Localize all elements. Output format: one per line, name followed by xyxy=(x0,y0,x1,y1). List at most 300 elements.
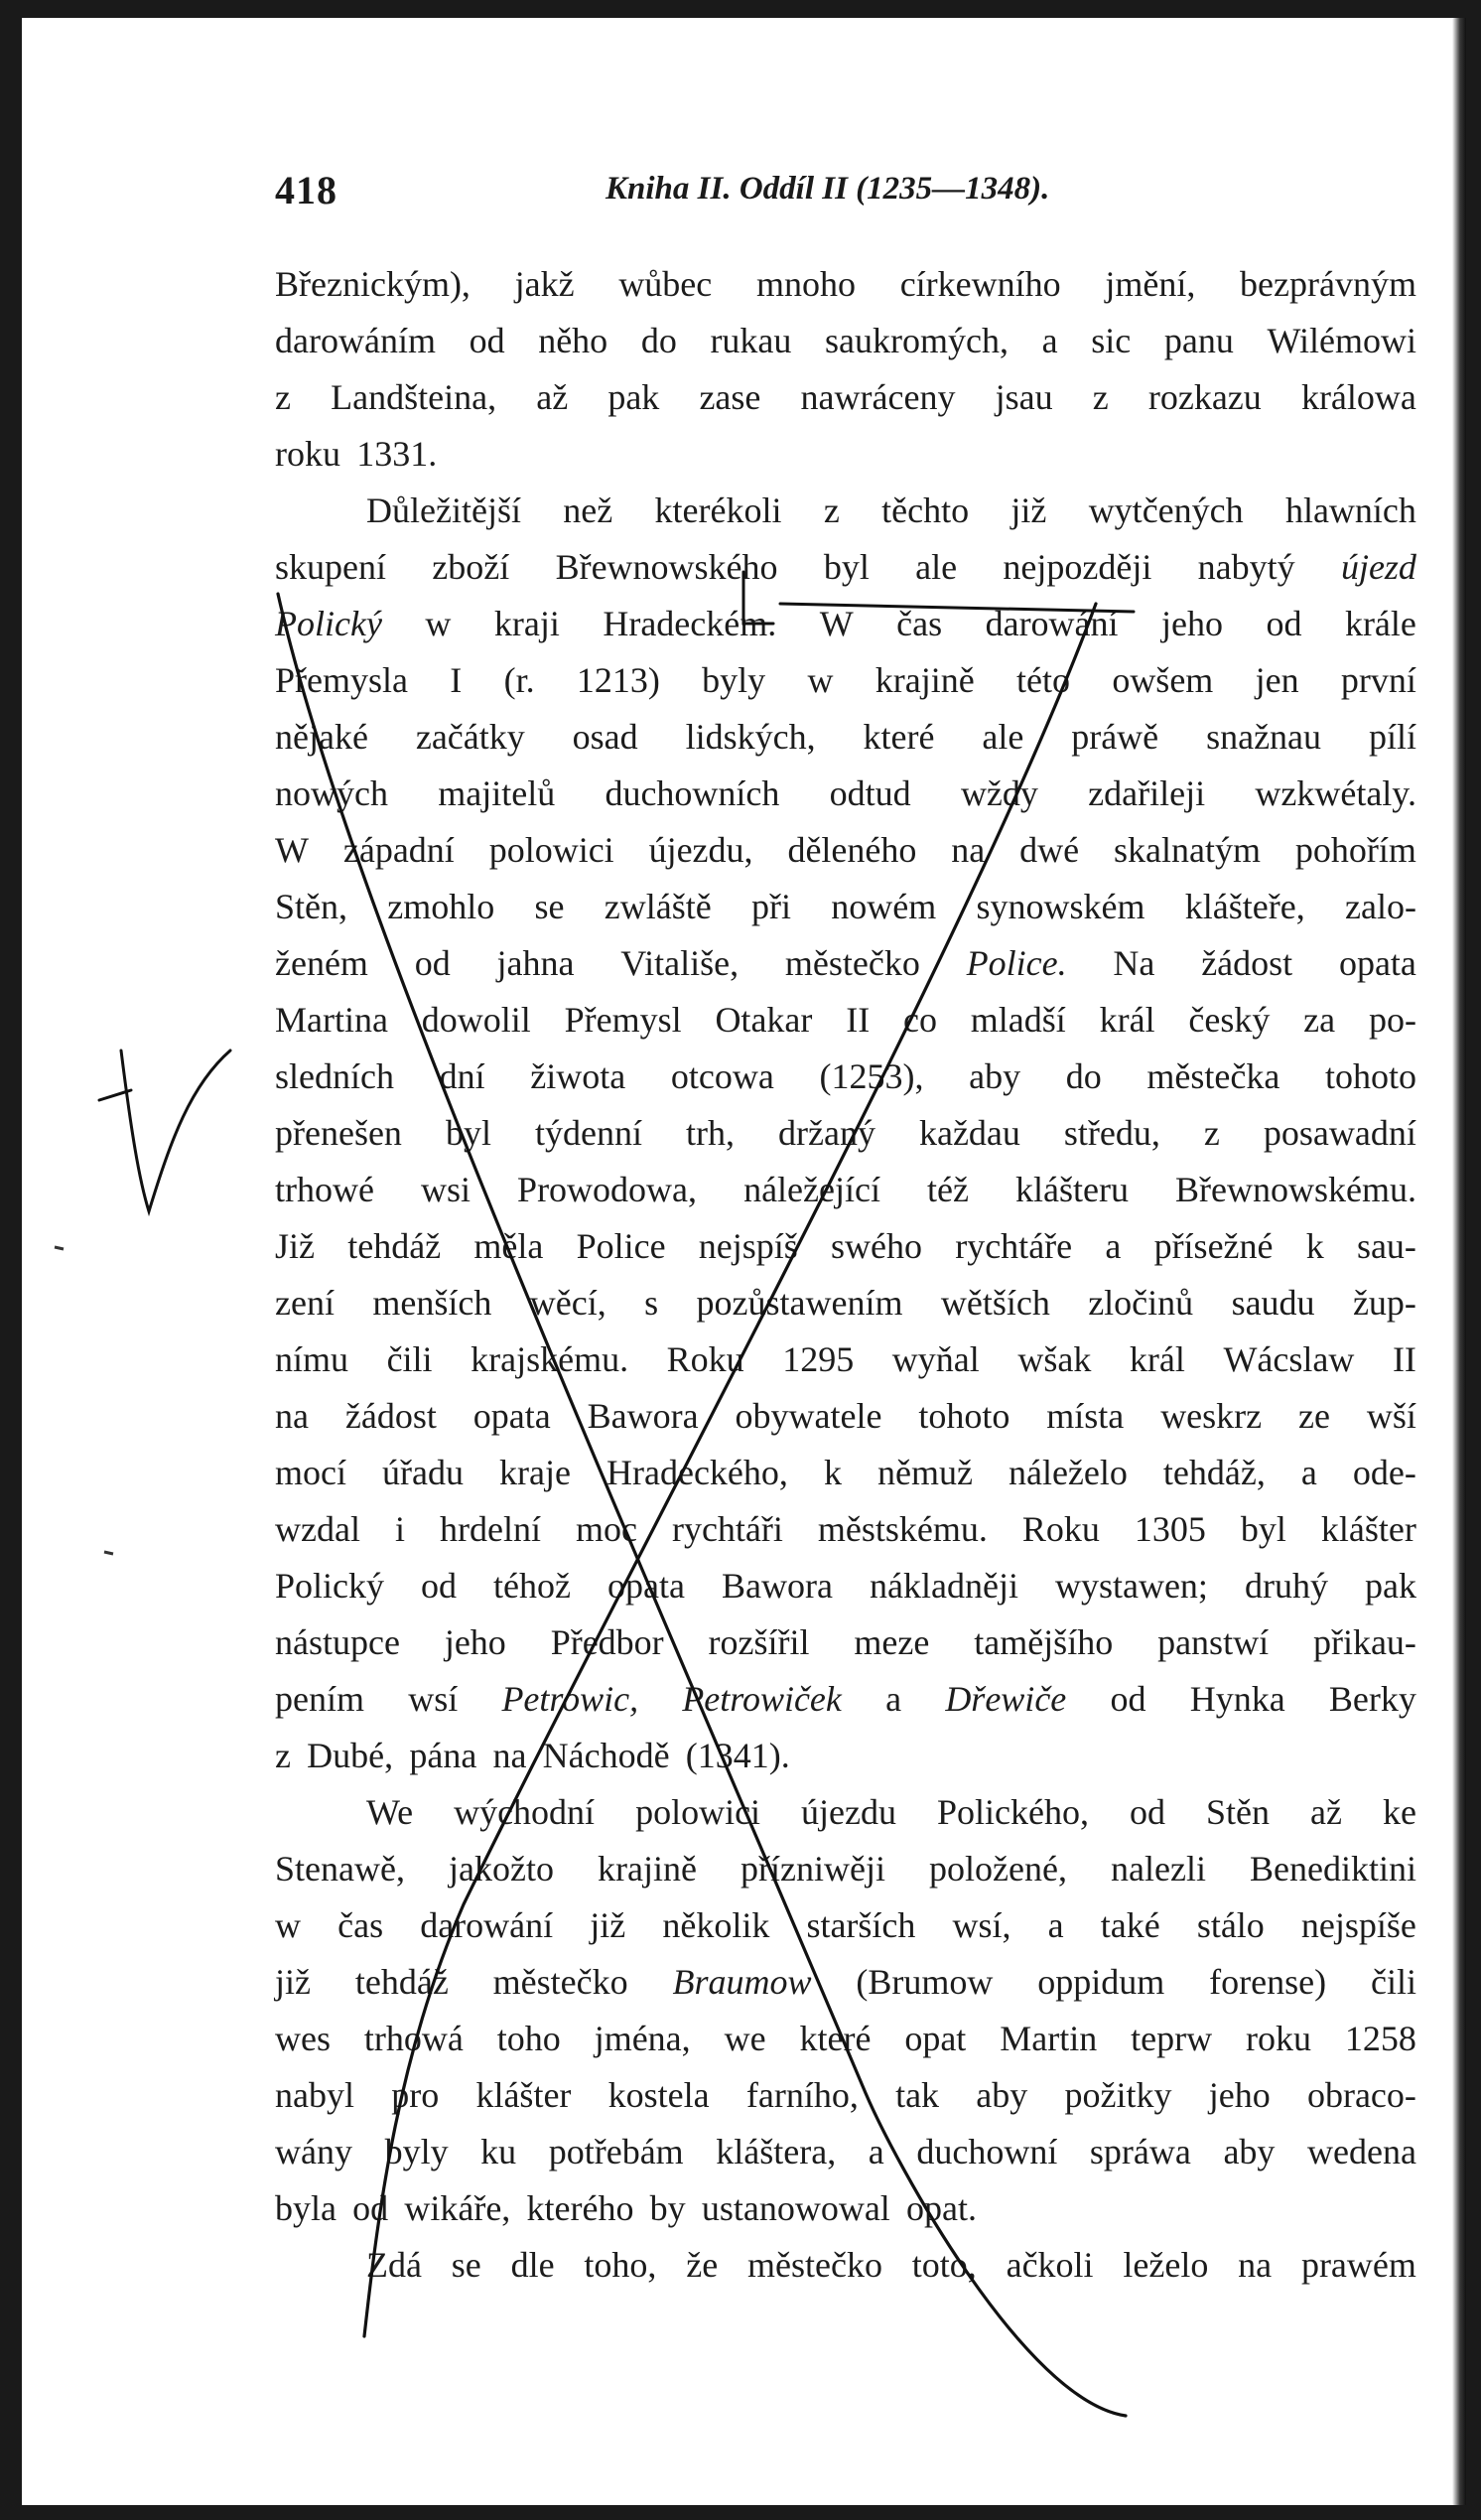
word: osad xyxy=(572,717,638,757)
word: pro xyxy=(391,2075,440,2115)
word: krajskému. xyxy=(471,1339,629,1379)
word: od xyxy=(1110,1679,1146,1719)
word: otcowa xyxy=(670,1056,774,1096)
text-line xyxy=(275,1671,1416,1728)
word: Roku xyxy=(666,1339,744,1379)
word: až xyxy=(536,377,569,417)
word: kterékoli xyxy=(654,490,782,530)
word: pána xyxy=(409,1736,477,1775)
text-line xyxy=(275,483,1416,539)
word: wikáře, xyxy=(404,2188,511,2228)
word: téhož xyxy=(493,1566,572,1606)
word: (1253), xyxy=(819,1056,924,1096)
word: opat xyxy=(904,2019,967,2058)
word: saukromých, xyxy=(825,321,1009,360)
page-number: 418 xyxy=(275,168,337,212)
text-line xyxy=(275,2011,1416,2067)
word: Břewnowskému. xyxy=(1175,1170,1416,1209)
text-line xyxy=(275,822,1416,879)
word: wýchodní xyxy=(454,1792,596,1832)
word: těchto xyxy=(881,490,970,530)
word: byly xyxy=(384,2132,449,2171)
word: darowání xyxy=(420,1905,554,1945)
word: jeho xyxy=(1161,604,1223,643)
word: z xyxy=(275,1736,291,1775)
word: mnoho xyxy=(755,264,856,304)
word: kraji xyxy=(493,604,560,643)
word: a xyxy=(885,1679,902,1719)
word: wůbec xyxy=(618,264,713,304)
page-spine-shadow xyxy=(1452,18,1466,2505)
word: západní xyxy=(342,830,455,870)
word: Předbor xyxy=(550,1622,664,1662)
word: za xyxy=(1303,1000,1336,1040)
word: Vitališe, xyxy=(620,943,740,983)
word: na xyxy=(492,1736,527,1775)
book-page xyxy=(22,18,1466,2505)
word: menších xyxy=(372,1283,492,1323)
word: zalo- xyxy=(1345,887,1416,926)
word: zmohlo xyxy=(387,887,495,926)
word: zločinů xyxy=(1088,1283,1194,1323)
word: Již xyxy=(275,1226,315,1266)
word: roku xyxy=(1245,2019,1311,2058)
word: náleželo xyxy=(1008,1453,1128,1492)
word: z xyxy=(823,490,840,530)
word: čas xyxy=(337,1905,384,1945)
word: wšak xyxy=(1017,1339,1092,1379)
word: nejspíš xyxy=(698,1226,798,1266)
word: Landšteina, xyxy=(331,377,497,417)
word: opat. xyxy=(905,2188,977,2228)
word: nástupce xyxy=(275,1622,400,1662)
word: aby xyxy=(969,1056,1021,1096)
word: duchowní xyxy=(916,2132,1058,2171)
word: Přemysla xyxy=(275,660,408,700)
word: Police. xyxy=(966,943,1067,983)
body-text xyxy=(275,256,1416,2294)
word: weskrz xyxy=(1160,1396,1263,1436)
word: byl xyxy=(1240,1509,1286,1549)
word: wětších xyxy=(940,1283,1050,1323)
text-line xyxy=(275,1388,1416,1445)
text-line xyxy=(275,1784,1416,1841)
word: byly xyxy=(702,660,766,700)
word: zboží xyxy=(432,547,510,587)
word: městskému. xyxy=(817,1509,988,1549)
word: na xyxy=(1238,2245,1273,2285)
word: nějaké xyxy=(275,717,368,757)
word: Březnickým), xyxy=(275,264,471,304)
word: polowici xyxy=(488,830,614,870)
word: saudu xyxy=(1231,1283,1315,1323)
word: W xyxy=(275,830,309,870)
word: sledních xyxy=(275,1056,394,1096)
word: wždy xyxy=(960,773,1038,813)
word: tohoto xyxy=(918,1396,1010,1436)
word: každau xyxy=(918,1113,1020,1153)
word: byl xyxy=(823,547,870,587)
word: čili xyxy=(386,1339,433,1379)
text-line xyxy=(275,313,1416,369)
word: než xyxy=(563,490,613,530)
word: králowa xyxy=(1300,377,1416,417)
word: moc xyxy=(575,1509,637,1549)
word: trhowá xyxy=(363,2019,464,2058)
word: náležející xyxy=(743,1170,880,1209)
word: mocí xyxy=(275,1453,346,1492)
word: Police xyxy=(576,1226,666,1266)
word: král xyxy=(1129,1339,1185,1379)
word: dwé xyxy=(1019,830,1080,870)
word: přenešen xyxy=(275,1113,402,1153)
word: klášter xyxy=(1320,1509,1416,1549)
word: tehdáž xyxy=(347,1226,442,1266)
word: první xyxy=(1340,660,1416,700)
word: meze xyxy=(854,1622,930,1662)
word: do xyxy=(1065,1056,1102,1096)
word: místa xyxy=(1046,1396,1125,1436)
word: které xyxy=(799,2019,872,2058)
word: Důležitější xyxy=(366,490,521,530)
word: práwě xyxy=(1071,717,1159,757)
word: rukau xyxy=(710,321,792,360)
word: tamějšího xyxy=(974,1622,1114,1662)
word: toho, xyxy=(584,2245,657,2285)
text-line xyxy=(275,1105,1416,1162)
word: též xyxy=(927,1170,969,1209)
text-line xyxy=(275,1614,1416,1671)
word: We xyxy=(366,1792,414,1832)
text-line xyxy=(275,1501,1416,1558)
word: w xyxy=(275,1905,301,1945)
word: opata xyxy=(607,1566,685,1606)
text-line xyxy=(275,935,1416,992)
word: městečko xyxy=(492,1962,628,2002)
word: 1295 xyxy=(782,1339,855,1379)
word: swého xyxy=(831,1226,922,1266)
word: nejpozději xyxy=(1003,547,1152,587)
word: ale xyxy=(982,717,1024,757)
text-line xyxy=(275,1728,1416,1784)
word: jakožto xyxy=(449,1849,554,1889)
word: kláštera, xyxy=(716,2132,837,2171)
word: wsí, xyxy=(952,1905,1011,1945)
word: čas xyxy=(896,604,943,643)
word: a xyxy=(1300,1453,1317,1492)
word: od xyxy=(421,1566,458,1606)
word: ačkoli xyxy=(1006,2245,1094,2285)
word: tohoto xyxy=(1324,1056,1416,1096)
text-line xyxy=(275,1049,1416,1105)
word: II xyxy=(1392,1339,1416,1379)
text-line xyxy=(275,1897,1416,1954)
word: by xyxy=(649,2188,686,2228)
word: Polického, xyxy=(937,1792,1089,1832)
word: od xyxy=(1130,1792,1165,1832)
word: k xyxy=(823,1453,842,1492)
word: městečko xyxy=(747,2245,882,2285)
word: obywatele xyxy=(735,1396,882,1436)
word: nalezli xyxy=(1111,1849,1206,1889)
word: oppidum xyxy=(1037,1962,1165,2002)
word: 1331. xyxy=(356,434,438,474)
word: hrdelní xyxy=(439,1509,541,1549)
word: Hynka xyxy=(1189,1679,1285,1719)
word: sau- xyxy=(1356,1226,1416,1266)
text-line xyxy=(275,1558,1416,1614)
word: kterého xyxy=(526,2188,634,2228)
word: synowském xyxy=(976,887,1145,926)
word: ustanowowal xyxy=(701,2188,890,2228)
word: prawém xyxy=(1300,2245,1416,2285)
word: újezdu, xyxy=(648,830,753,870)
word: 1258 xyxy=(1344,2019,1416,2058)
word: pením xyxy=(275,1679,364,1719)
word: Petrowic, xyxy=(501,1679,639,1719)
word: w xyxy=(807,660,834,700)
word: nabyl xyxy=(275,2075,354,2115)
word: w xyxy=(425,604,452,643)
word: II xyxy=(846,1000,871,1040)
word: dowolil xyxy=(421,1000,531,1040)
word: tehdáž xyxy=(354,1962,449,2002)
word: český xyxy=(1188,1000,1271,1040)
word: s xyxy=(644,1283,659,1323)
word: Bawora xyxy=(722,1566,833,1606)
word: Hradeckém. xyxy=(603,604,777,643)
word: a xyxy=(1047,1905,1064,1945)
word: odtud xyxy=(829,773,911,813)
word: duchowních xyxy=(605,773,780,813)
word: trhowé xyxy=(275,1170,374,1209)
word: jahna xyxy=(496,943,575,983)
word: skalnatým xyxy=(1114,830,1261,870)
text-line xyxy=(275,2124,1416,2180)
text-line xyxy=(275,1445,1416,1501)
word: Na xyxy=(1113,943,1155,983)
word: pílí xyxy=(1368,717,1416,757)
word: Berky xyxy=(1328,1679,1416,1719)
word: přísežné xyxy=(1153,1226,1274,1266)
word: Martina xyxy=(275,1000,388,1040)
word: žádost xyxy=(344,1396,437,1436)
word: nowých xyxy=(275,773,388,813)
word: i xyxy=(394,1509,405,1549)
word: skupení xyxy=(275,547,386,587)
word: jeho xyxy=(1208,2075,1271,2115)
word: při xyxy=(751,887,792,926)
word: wány xyxy=(275,2132,352,2171)
word: pak xyxy=(607,377,660,417)
word: jsau xyxy=(995,377,1053,417)
text-line xyxy=(275,1841,1416,1897)
word: krajině xyxy=(875,660,975,700)
word: pozůstawením xyxy=(696,1283,903,1323)
word: Stěn xyxy=(1206,1792,1271,1832)
word: se xyxy=(451,2245,481,2285)
word: rozkazu xyxy=(1147,377,1262,417)
word: toho xyxy=(496,2019,561,2058)
word: měla xyxy=(473,1226,544,1266)
text-line xyxy=(275,426,1416,483)
text-line xyxy=(275,1275,1416,1331)
word: až xyxy=(1310,1792,1342,1832)
word: 1213) xyxy=(576,660,660,700)
word: Polický xyxy=(275,604,382,643)
word: potřebám xyxy=(548,2132,684,2171)
word: žádost xyxy=(1201,943,1293,983)
word: Otakar xyxy=(715,1000,813,1040)
word: rychtáři xyxy=(671,1509,783,1549)
word: středu, xyxy=(1063,1113,1160,1153)
running-title: Kniha II. Oddíl II (1235—1348). xyxy=(606,171,1050,207)
word: Wácslaw xyxy=(1223,1339,1355,1379)
word: jména, xyxy=(594,2019,691,2058)
margin-dot xyxy=(104,1552,113,1554)
word: na xyxy=(275,1396,309,1436)
word: jmění, xyxy=(1105,264,1196,304)
word: (1341). xyxy=(685,1736,790,1775)
word: pak xyxy=(1364,1566,1416,1606)
word: Dubé, xyxy=(307,1736,394,1775)
word: němuž xyxy=(876,1453,973,1492)
word: Hradeckého, xyxy=(606,1453,788,1492)
word: ode- xyxy=(1352,1453,1416,1492)
word: Bawora xyxy=(587,1396,699,1436)
word: druhý xyxy=(1244,1566,1328,1606)
word: lidských, xyxy=(685,717,816,757)
word: wší xyxy=(1366,1396,1416,1436)
word: klášteru xyxy=(1015,1170,1129,1209)
word: krajině xyxy=(598,1849,697,1889)
word: krále xyxy=(1344,604,1416,643)
word: nabytý xyxy=(1197,547,1295,587)
word: držaný xyxy=(778,1113,875,1153)
word: Wilémowi xyxy=(1267,321,1416,360)
word: nejspíše xyxy=(1300,1905,1416,1945)
word: starších xyxy=(806,1905,916,1945)
word: ke xyxy=(1382,1792,1416,1832)
running-head xyxy=(275,167,1416,226)
word: kraje xyxy=(499,1453,571,1492)
word: posawadní xyxy=(1263,1113,1416,1153)
word: již xyxy=(1010,490,1047,530)
word: na xyxy=(951,830,986,870)
text-line xyxy=(275,2237,1416,2294)
word: z xyxy=(275,377,291,417)
word: Dřewiče xyxy=(945,1679,1067,1719)
word: Stěn, xyxy=(275,887,348,926)
word: král xyxy=(1099,1000,1155,1040)
word: újezdu xyxy=(801,1792,897,1832)
text-line xyxy=(275,1954,1416,2011)
word: čili xyxy=(1370,1962,1416,2002)
word: Petrowiček xyxy=(682,1679,842,1719)
text-line xyxy=(275,992,1416,1049)
word: žup- xyxy=(1352,1283,1416,1323)
word: jeho xyxy=(444,1622,506,1662)
word: ale xyxy=(915,547,958,587)
word: od xyxy=(352,2188,389,2228)
word: darowání xyxy=(985,604,1119,643)
word: a xyxy=(1105,1226,1122,1266)
word: stálo xyxy=(1196,1905,1265,1945)
word: teprw xyxy=(1131,2019,1213,2058)
word: nákladněji xyxy=(870,1566,1018,1606)
word: 1305 xyxy=(1134,1509,1206,1549)
word: forense) xyxy=(1209,1962,1327,2002)
word: děleného xyxy=(787,830,917,870)
text-line xyxy=(275,709,1416,766)
word: již xyxy=(590,1905,626,1945)
word: opata xyxy=(472,1396,551,1436)
text-line xyxy=(275,369,1416,426)
word: ženém xyxy=(275,943,368,983)
text-line xyxy=(275,596,1416,652)
word: obraco- xyxy=(1306,2075,1416,2115)
word: wsi xyxy=(421,1170,471,1209)
word: úřadu xyxy=(382,1453,464,1492)
word: mladší xyxy=(970,1000,1066,1040)
word: we xyxy=(724,2019,766,2058)
word: přízniwěji xyxy=(740,1849,885,1889)
word: již xyxy=(275,1962,311,2002)
word: jen xyxy=(1255,660,1299,700)
word: leželo xyxy=(1123,2245,1209,2285)
text-line xyxy=(275,1218,1416,1275)
word: ku xyxy=(480,2132,517,2171)
word: wytčených xyxy=(1088,490,1244,530)
word: wystawen; xyxy=(1054,1566,1208,1606)
word: I xyxy=(450,660,463,700)
word: wedena xyxy=(1307,2132,1416,2171)
word: dní xyxy=(439,1056,485,1096)
word: (Brumow xyxy=(856,1962,994,2002)
text-line xyxy=(275,879,1416,935)
word: Martin xyxy=(1000,2019,1098,2058)
word: tehdáž, xyxy=(1162,1453,1266,1492)
word: několik xyxy=(662,1905,770,1945)
word: jakž xyxy=(514,264,575,304)
word: wyňal xyxy=(891,1339,980,1379)
word: od xyxy=(469,321,505,360)
word: aby xyxy=(976,2075,1028,2115)
word: bezprávným xyxy=(1240,264,1416,304)
word: (r. xyxy=(503,660,535,700)
word: Prowodowa, xyxy=(517,1170,698,1209)
word: roku xyxy=(275,434,340,474)
word: něho xyxy=(538,321,608,360)
text-line xyxy=(275,1331,1416,1388)
word: dle xyxy=(510,2245,555,2285)
word: zwláště xyxy=(604,887,712,926)
word: byl xyxy=(445,1113,491,1153)
word: od xyxy=(1266,604,1302,643)
word: požitky xyxy=(1064,2075,1172,2115)
word: klášter xyxy=(475,2075,572,2115)
word: wsí xyxy=(408,1679,459,1719)
text-line xyxy=(275,539,1416,596)
word: toto, xyxy=(911,2245,977,2285)
word: ze xyxy=(1298,1396,1331,1436)
word: této xyxy=(1016,660,1071,700)
margin-dot xyxy=(55,1247,64,1249)
word: zdařileji xyxy=(1088,773,1206,813)
word: farního, xyxy=(745,2075,859,2115)
word: owšem xyxy=(1112,660,1214,700)
word: spráwa xyxy=(1089,2132,1191,2171)
